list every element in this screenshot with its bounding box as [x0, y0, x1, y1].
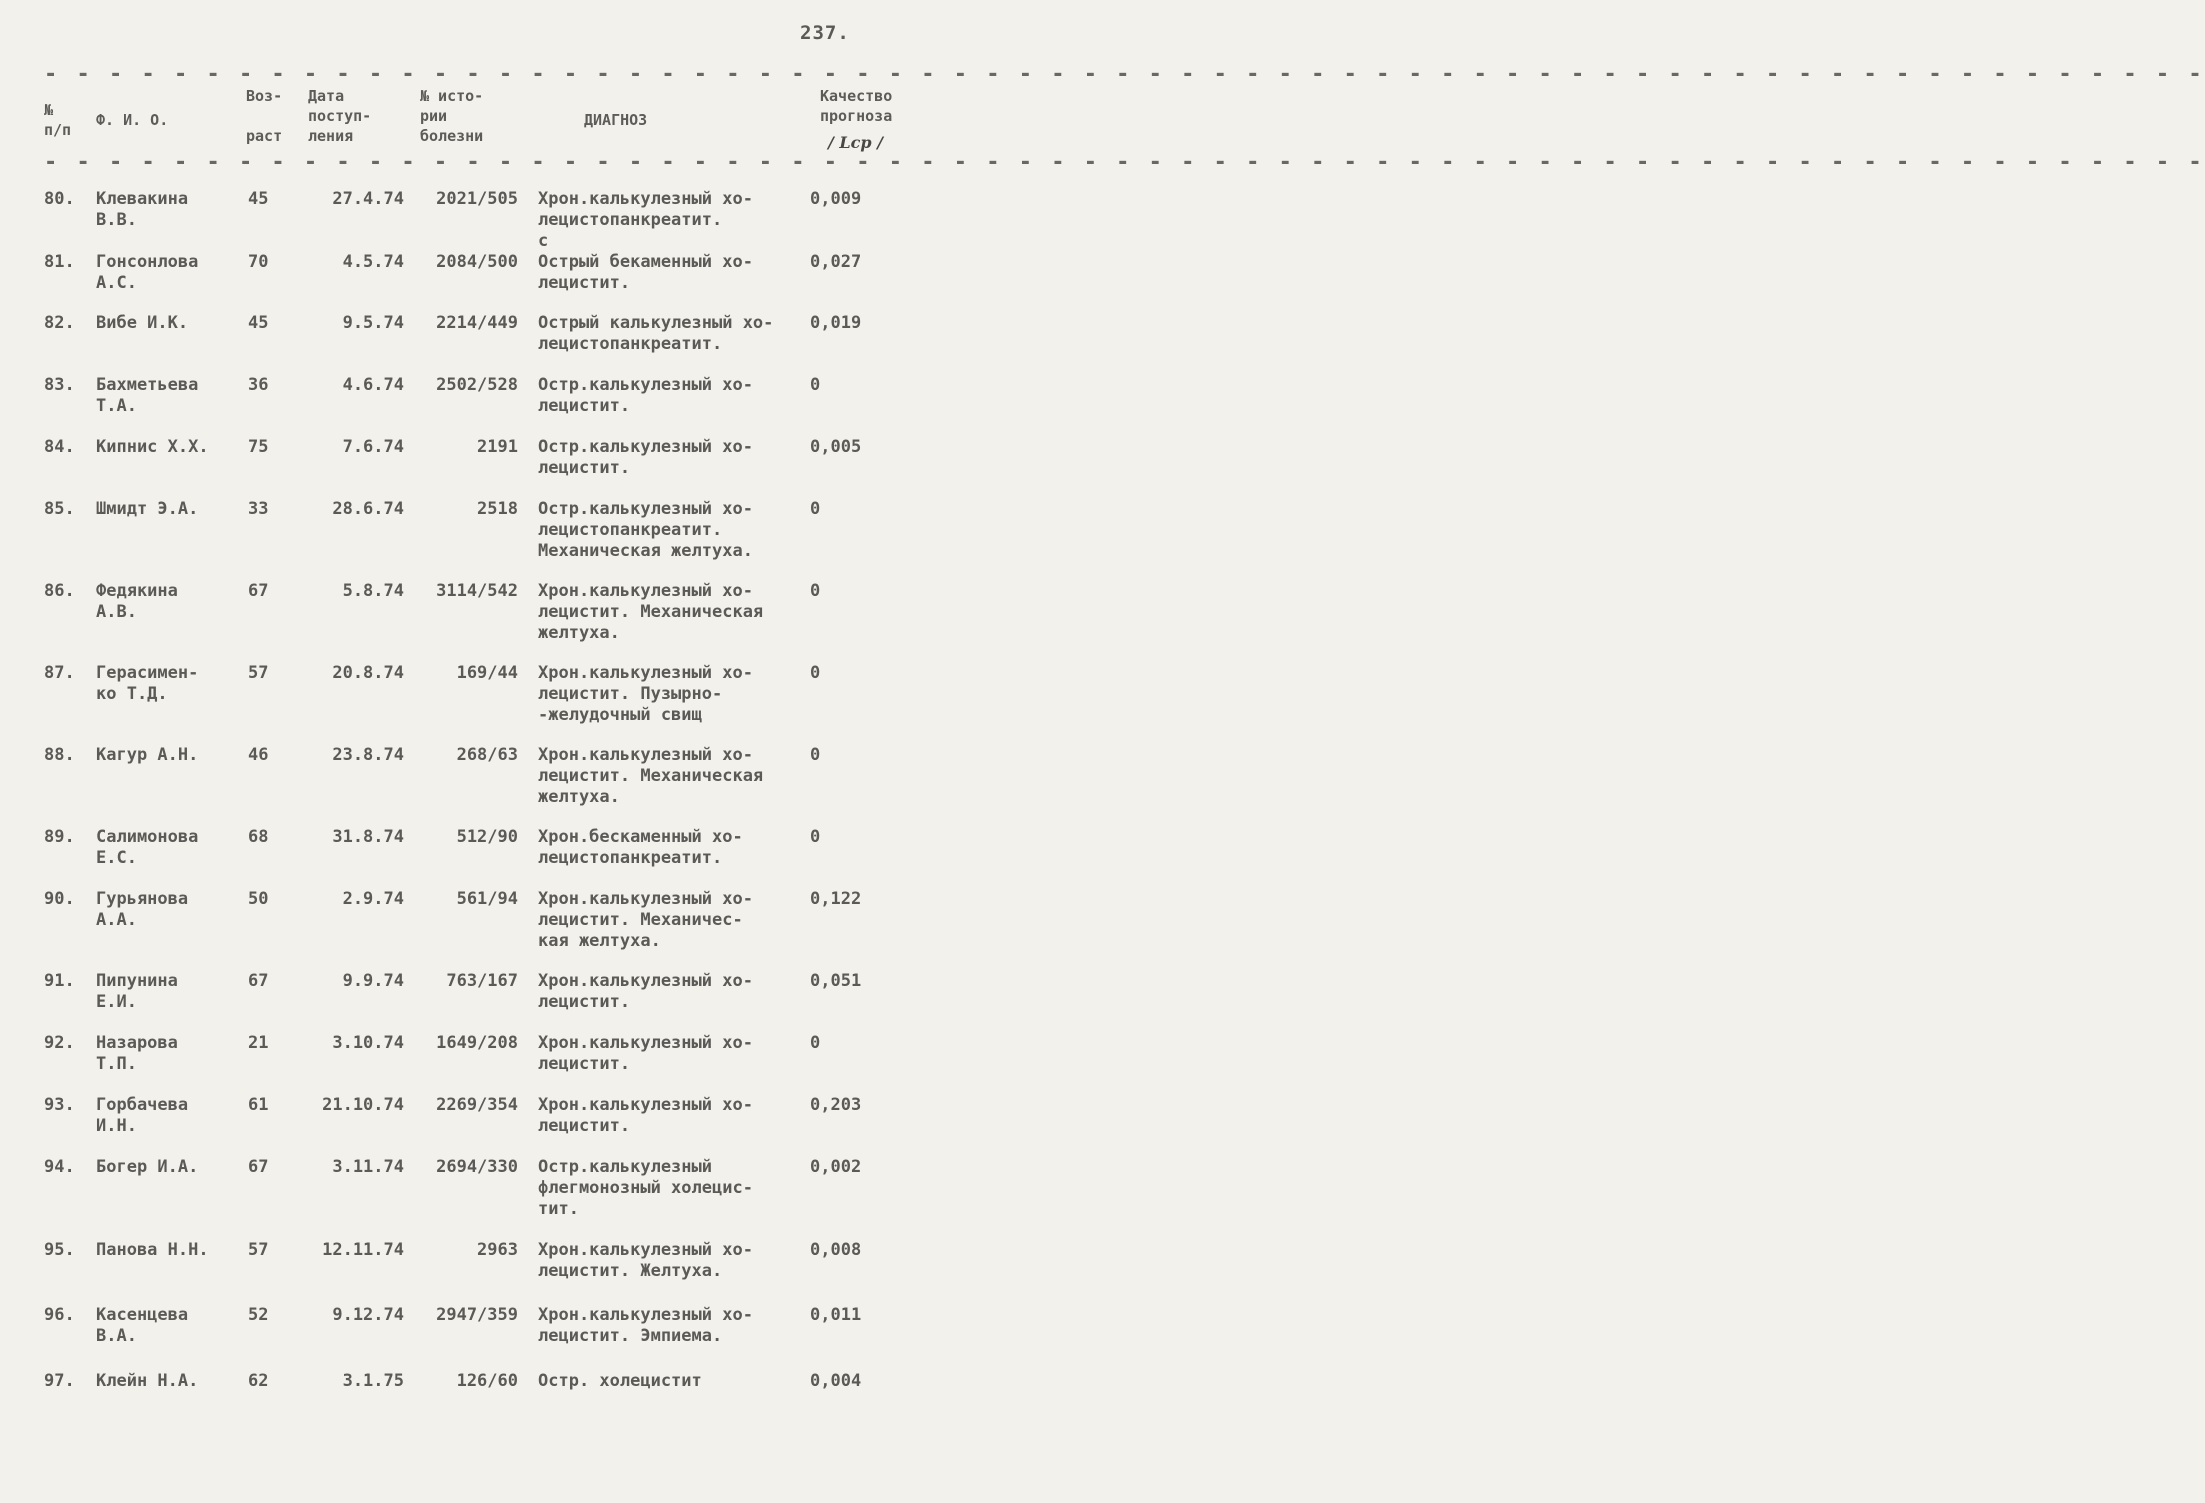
case-history-number: 2502/528	[436, 375, 518, 395]
diagnosis: Остр.калькулезный хо- лецистопанкреатит. Механическая желтуха.	[538, 499, 753, 561]
diagnosis: Остр. холецистит	[538, 1371, 702, 1391]
row-number: 81.	[44, 252, 75, 272]
row-number: 83.	[44, 375, 75, 395]
prognosis-quality: 0	[810, 827, 821, 847]
admission-date: 3.1.75	[342, 1371, 404, 1391]
case-history-number: 169/44	[456, 663, 518, 683]
case-history-number: 561/94	[456, 889, 518, 909]
admission-date: 28.6.74	[332, 499, 404, 519]
prognosis-quality: 0	[810, 1033, 821, 1053]
prognosis-quality: 0,019	[810, 313, 862, 333]
prognosis-quality: 0	[810, 745, 821, 765]
case-history-number: 512/90	[456, 827, 518, 847]
page-number: 237.	[800, 22, 850, 44]
patient-age: 70	[248, 252, 269, 272]
row-number: 93.	[44, 1095, 75, 1115]
diagnosis: с Острый бекаменный хо- лецистит.	[538, 231, 753, 293]
patient-name: Назарова Т.П.	[96, 1033, 178, 1074]
admission-date: 4.5.74	[342, 252, 404, 272]
header-age: Воз- раст	[246, 87, 283, 145]
case-history-number: 2963	[477, 1240, 518, 1260]
patient-age: 67	[248, 971, 269, 991]
row-number: 89.	[44, 827, 75, 847]
patient-age: 68	[248, 827, 269, 847]
patient-name: Гурьянова А.А.	[96, 889, 189, 930]
diagnosis: Острый калькулезный хо- лецистопанкреатит.	[538, 313, 774, 354]
row-number: 97.	[44, 1371, 75, 1391]
patient-name: Вибе И.К.	[96, 313, 189, 333]
patient-age: 33	[248, 499, 269, 519]
row-number: 95.	[44, 1240, 75, 1260]
patient-age: 46	[248, 745, 269, 765]
header-case: № исто- рии болезни	[420, 87, 484, 145]
patient-name: Клейн Н.А.	[96, 1371, 199, 1391]
case-history-number: 2191	[477, 437, 518, 457]
header-num: № п/п	[44, 101, 72, 139]
case-history-number: 1649/208	[436, 1033, 518, 1053]
patient-age: 45	[248, 189, 269, 209]
prognosis-quality: 0,051	[810, 971, 862, 991]
admission-date: 21.10.74	[322, 1095, 404, 1115]
diagnosis: Хрон.калькулезный хо- лецистопанкреатит.	[538, 189, 753, 230]
case-history-number: 763/167	[446, 971, 518, 991]
header-date: Дата поступ- ления	[308, 87, 372, 145]
header-name: Ф. И. О.	[96, 111, 169, 129]
patient-name: Клевакина В.В.	[96, 189, 189, 230]
row-number: 91.	[44, 971, 75, 991]
diagnosis: Остр.калькулезный хо- лецистит.	[538, 375, 753, 416]
case-history-number: 2084/500	[436, 252, 518, 272]
diagnosis: Остр.калькулезный хо- лецистит.	[538, 437, 753, 478]
diagnosis: Хрон.калькулезный хо- лецистит.	[538, 1033, 753, 1074]
patient-name: Касенцева В.А.	[96, 1305, 189, 1346]
case-history-number: 268/63	[456, 745, 518, 765]
admission-date: 31.8.74	[332, 827, 404, 847]
case-history-number: 2947/359	[436, 1305, 518, 1325]
patient-age: 67	[248, 581, 269, 601]
diagnosis: Хрон.калькулезный хо- лецистит. Желтуха.	[538, 1240, 753, 1281]
prognosis-quality: 0,005	[810, 437, 862, 457]
prognosis-quality: 0	[810, 499, 821, 519]
patient-age: 67	[248, 1157, 269, 1177]
case-history-number: 3114/542	[436, 581, 518, 601]
case-history-number: 2518	[477, 499, 518, 519]
row-number: 80.	[44, 189, 75, 209]
diagnosis: Хрон.калькулезный хо- лецистит. Пузырно- -желудочный свищ	[538, 663, 753, 725]
row-number: 84.	[44, 437, 75, 457]
patient-age: 45	[248, 313, 269, 333]
patient-age: 62	[248, 1371, 269, 1391]
admission-date: 9.5.74	[342, 313, 404, 333]
header-bottom-dashes: - - - - - - - - - - - - - - - - - - - - - - - - - - - - - - - - - - - - - - - - - - - - - - - - - - - - - - - - - - - - - - - - - - -	[44, 150, 2205, 175]
case-history-number: 2021/505	[436, 189, 518, 209]
patient-name: Панова Н.Н.	[96, 1240, 209, 1260]
header-diagnosis: ДИАГНОЗ	[584, 111, 648, 129]
diagnosis: Остр.калькулезный флегмонозный холецис- тит.	[538, 1157, 753, 1219]
patient-age: 21	[248, 1033, 269, 1053]
case-history-number: 126/60	[456, 1371, 518, 1391]
admission-date: 20.8.74	[332, 663, 404, 683]
row-number: 96.	[44, 1305, 75, 1325]
prognosis-quality: 0,008	[810, 1240, 862, 1260]
header-quality: Качество прогноза	[820, 87, 893, 125]
row-number: 88.	[44, 745, 75, 765]
prognosis-quality: 0	[810, 581, 821, 601]
row-number: 94.	[44, 1157, 75, 1177]
admission-date: 9.12.74	[332, 1305, 404, 1325]
prognosis-quality: 0,011	[810, 1305, 862, 1325]
admission-date: 9.9.74	[342, 971, 404, 991]
patient-name: Герасимен- ко Т.Д.	[96, 663, 199, 704]
patient-name: Салимонова Е.С.	[96, 827, 199, 868]
patient-name: Пипунина Е.И.	[96, 971, 178, 1012]
admission-date: 27.4.74	[332, 189, 404, 209]
admission-date: 12.11.74	[322, 1240, 404, 1260]
admission-date: 4.6.74	[342, 375, 404, 395]
row-number: 92.	[44, 1033, 75, 1053]
patient-name: Горбачева И.Н.	[96, 1095, 189, 1136]
row-number: 85.	[44, 499, 75, 519]
patient-name: Бахметьева Т.А.	[96, 375, 199, 416]
patient-name: Кагур А.Н.	[96, 745, 199, 765]
header-lcp: / Lср /	[828, 133, 884, 152]
row-number: 90.	[44, 889, 75, 909]
patient-age: 61	[248, 1095, 269, 1115]
admission-date: 3.11.74	[332, 1157, 404, 1177]
row-number: 86.	[44, 581, 75, 601]
case-history-number: 2694/330	[436, 1157, 518, 1177]
prognosis-quality: 0	[810, 663, 821, 683]
patient-age: 36	[248, 375, 269, 395]
patient-name: Шмидт Э.А.	[96, 499, 199, 519]
diagnosis: Хрон.калькулезный хо- лецистит. Механическая желтуха.	[538, 581, 764, 643]
prognosis-quality: 0	[810, 375, 821, 395]
prognosis-quality: 0,203	[810, 1095, 862, 1115]
patient-age: 75	[248, 437, 269, 457]
patient-name: Богер И.А.	[96, 1157, 199, 1177]
admission-date: 2.9.74	[342, 889, 404, 909]
prognosis-quality: 0,009	[810, 189, 862, 209]
admission-date: 5.8.74	[342, 581, 404, 601]
diagnosis: Хрон.калькулезный хо- лецистит. Эмпиема.	[538, 1305, 753, 1346]
diagnosis: Хрон.бескаменный хо- лецистопанкреатит.	[538, 827, 743, 868]
patient-age: 50	[248, 889, 269, 909]
row-number: 87.	[44, 663, 75, 683]
patient-name: Федякина А.В.	[96, 581, 178, 622]
patient-age: 52	[248, 1305, 269, 1325]
case-history-number: 2214/449	[436, 313, 518, 333]
diagnosis: Хрон.калькулезный хо- лецистит.	[538, 971, 753, 1012]
prognosis-quality: 0,122	[810, 889, 862, 909]
patient-name: Кипнис Х.Х.	[96, 437, 209, 457]
case-history-number: 2269/354	[436, 1095, 518, 1115]
patient-age: 57	[248, 663, 269, 683]
patient-name: Гонсонлова А.С.	[96, 252, 199, 293]
diagnosis: Хрон.калькулезный хо- лецистит. Механическая желтуха.	[538, 745, 764, 807]
diagnosis: Хрон.калькулезный хо- лецистит. Механичес- кая желтуха.	[538, 889, 753, 951]
admission-date: 7.6.74	[342, 437, 404, 457]
header-top-dashes: - - - - - - - - - - - - - - - - - - - - - - - - - - - - - - - - - - - - - - - - - - - - - - - - - - - - - - - - - - - - - - - - - - -	[44, 62, 2205, 87]
prognosis-quality: 0,002	[810, 1157, 862, 1177]
patient-age: 57	[248, 1240, 269, 1260]
prognosis-quality: 0,027	[810, 252, 862, 272]
admission-date: 3.10.74	[332, 1033, 404, 1053]
diagnosis: Хрон.калькулезный хо- лецистит.	[538, 1095, 753, 1136]
admission-date: 23.8.74	[332, 745, 404, 765]
row-number: 82.	[44, 313, 75, 333]
prognosis-quality: 0,004	[810, 1371, 862, 1391]
